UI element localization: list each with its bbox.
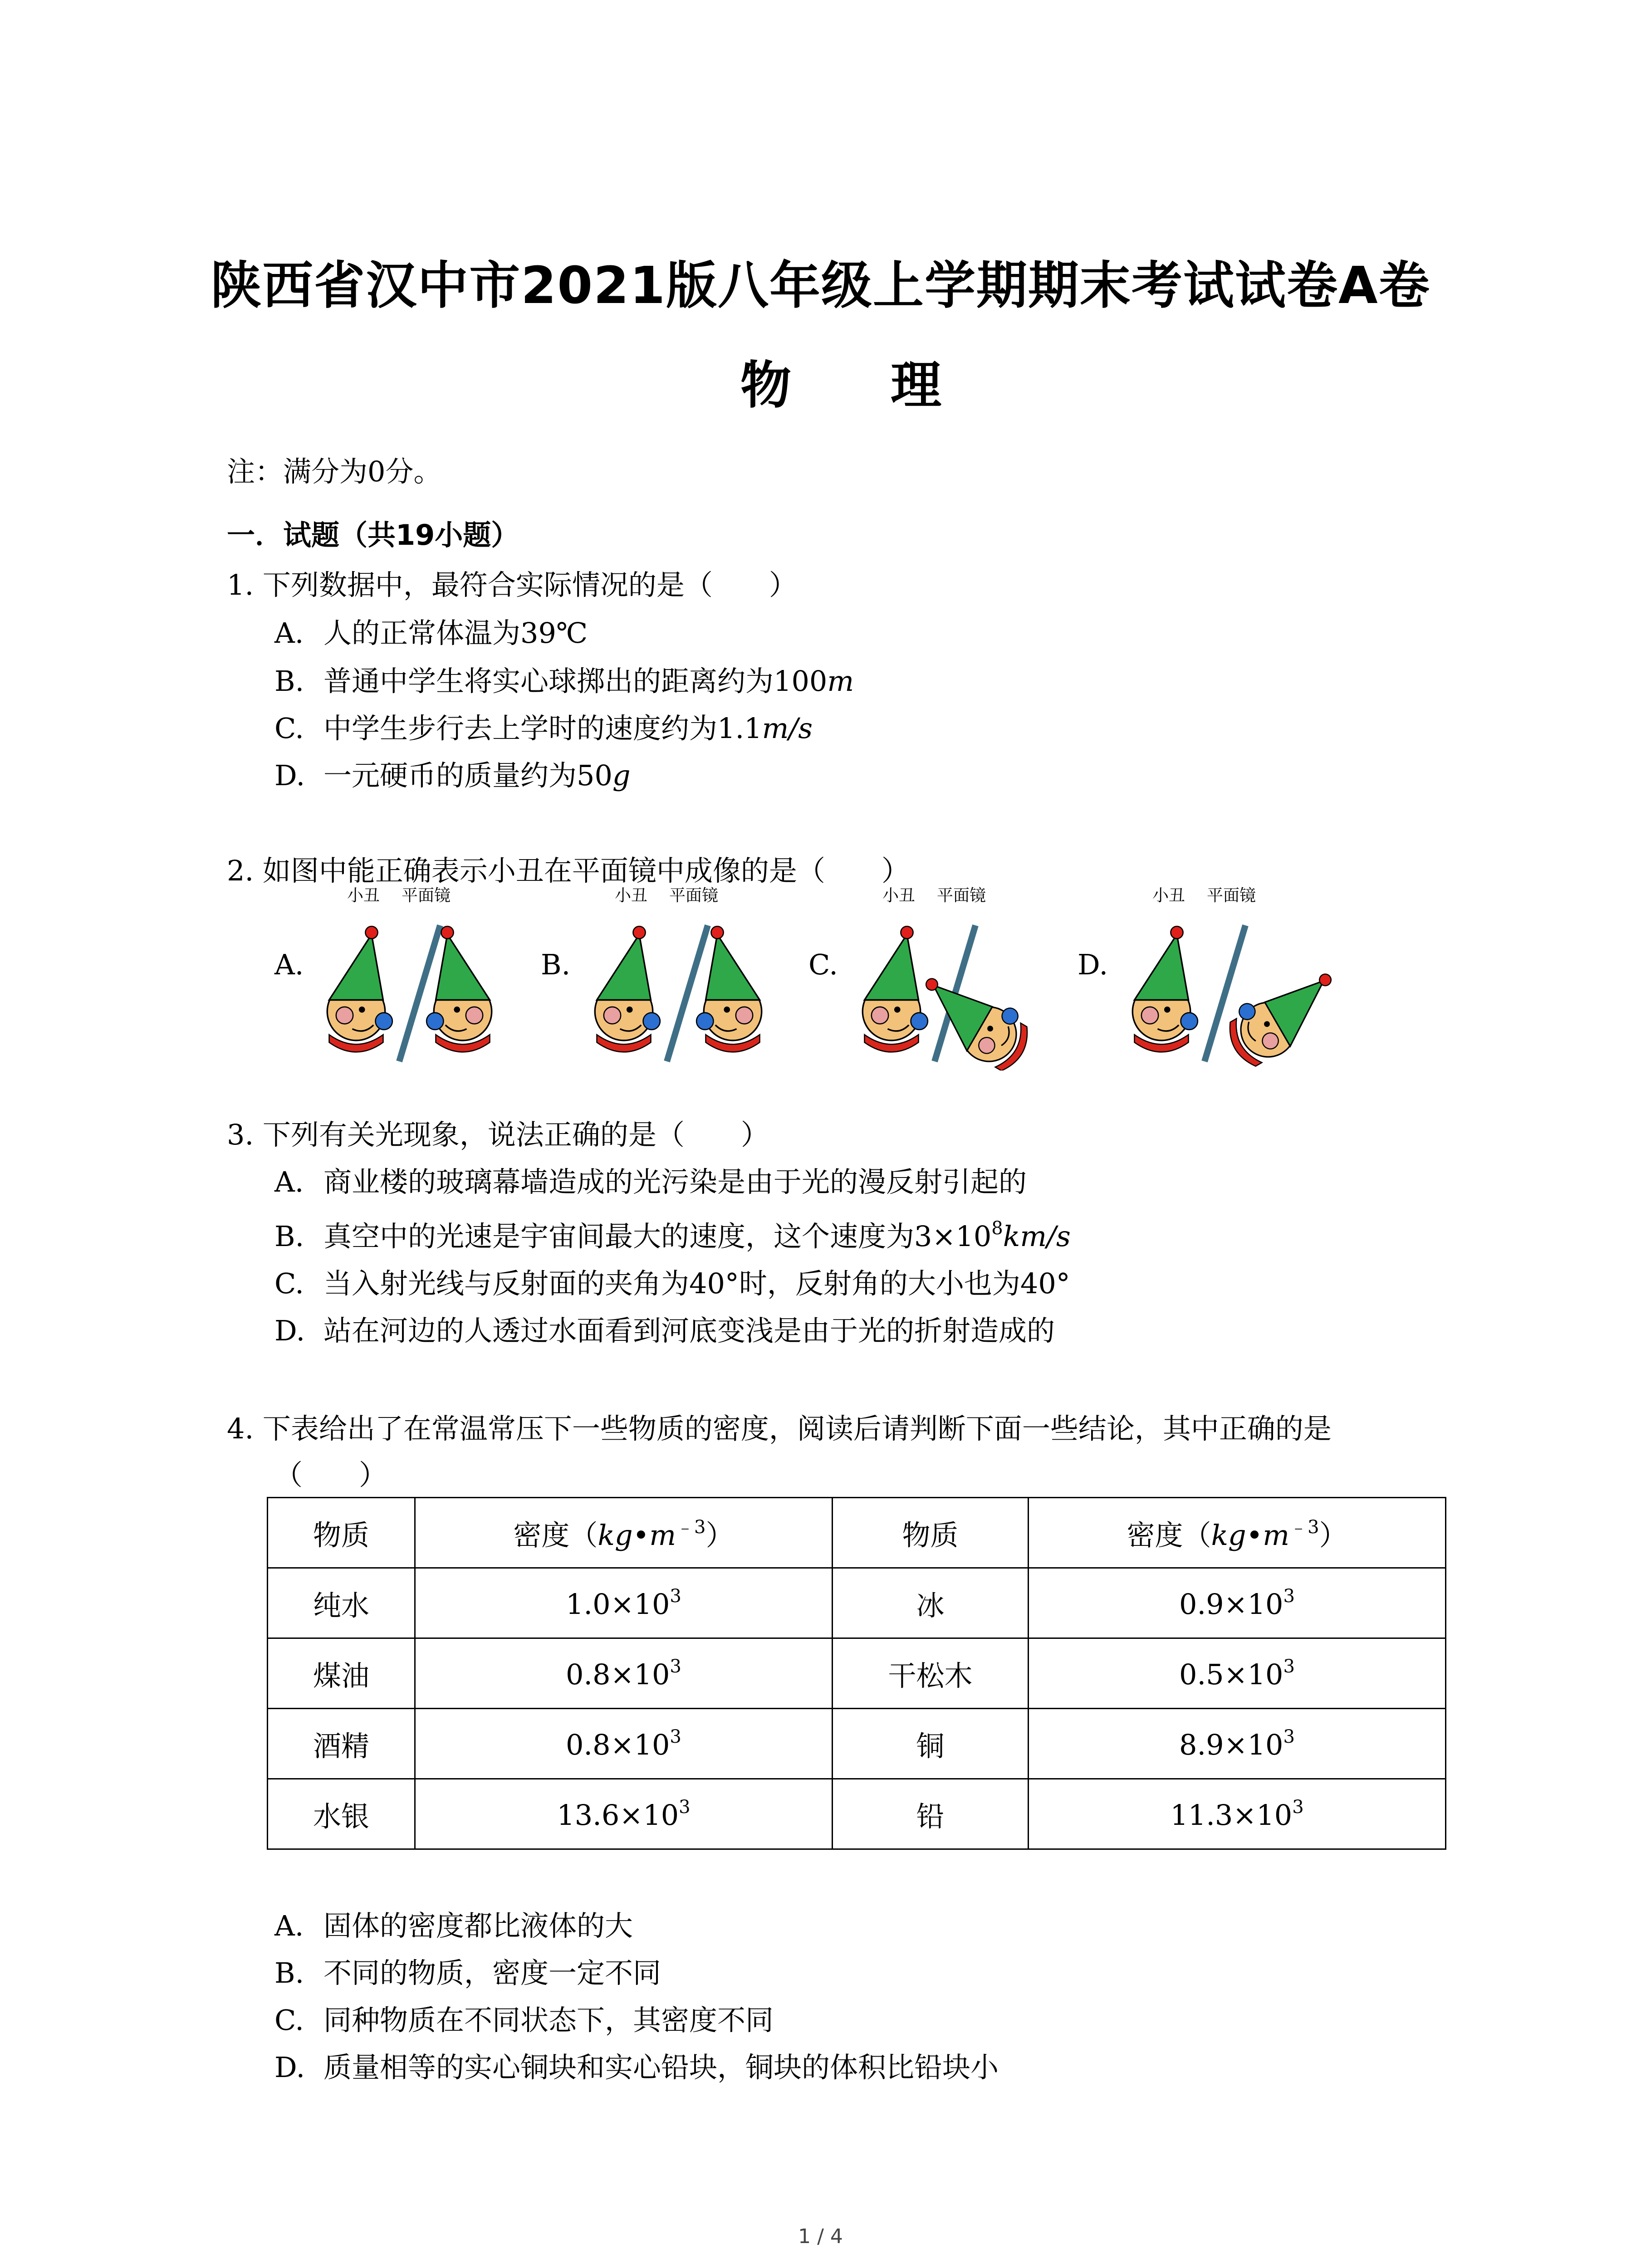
- option-text: 中学生步行去上学时的速度约为1.1: [323, 712, 762, 745]
- density-exponent: 3: [1283, 1585, 1295, 1607]
- figure-option-c[interactable]: [844, 880, 1116, 1070]
- clown-mirror-illustration: [1114, 880, 1386, 1070]
- page-title: 陕西省汉中市2021版八年级上学期期末考试试卷A卷: [211, 256, 1430, 315]
- header-density-label: 密度（: [513, 1518, 598, 1552]
- option-text: 固体的密度都比液体的大: [323, 1909, 633, 1942]
- density-exponent: 3: [670, 1726, 681, 1747]
- question-3-option-a[interactable]: [274, 1159, 1027, 1200]
- figure-option-a-label[interactable]: A.: [274, 948, 304, 981]
- question-1-option-b[interactable]: [274, 659, 854, 699]
- density-table: [267, 1497, 1446, 1850]
- question-4-option-c[interactable]: [274, 1998, 774, 2038]
- substance-cell: 煤油: [268, 1638, 415, 1709]
- option-letter: A.: [274, 1165, 304, 1198]
- option-text: 当入射光线与反射面的夹角为40°时，反射角的大小也为40°: [323, 1267, 1070, 1300]
- question-1-option-d[interactable]: [274, 753, 631, 793]
- option-letter: A.: [274, 1909, 304, 1942]
- figure-option-d[interactable]: [1114, 880, 1386, 1070]
- question-4-option-d[interactable]: [274, 2045, 999, 2085]
- question-4-option-b[interactable]: [274, 1950, 661, 1991]
- substance-cell: 铅: [832, 1779, 1028, 1849]
- density-cell: [415, 1779, 832, 1849]
- clown-caption: 小丑: [882, 886, 916, 905]
- option-text: 一元硬币的质量约为50: [323, 759, 612, 792]
- question-4-option-a[interactable]: [274, 1903, 633, 1944]
- density-value: 0.5×10: [1179, 1657, 1283, 1691]
- clown-caption: 小丑: [615, 886, 648, 905]
- header-density: [1028, 1498, 1445, 1568]
- figure-option-b-label[interactable]: B.: [541, 948, 571, 981]
- page-number: 1 / 4: [798, 2225, 843, 2248]
- density-exponent: 3: [670, 1585, 681, 1607]
- density-cell: [415, 1568, 832, 1638]
- density-value: 0.9×10: [1179, 1587, 1283, 1621]
- clown-caption: 小丑: [347, 886, 380, 905]
- density-cell: [1028, 1568, 1445, 1638]
- header-density-unit: kg•m: [1211, 1518, 1290, 1552]
- option-exponent: 8: [991, 1218, 1003, 1239]
- option-letter: D.: [274, 759, 305, 792]
- option-letter: C.: [274, 2004, 304, 2037]
- density-value: 0.8×10: [565, 1728, 670, 1761]
- option-text: 真空中的光速是宇宙间最大的速度，这个速度为3×10: [323, 1220, 992, 1253]
- question-1-stem: 1. 下列数据中，最符合实际情况的是（ ）: [227, 568, 797, 601]
- option-text: 商业楼的玻璃幕墙造成的光污染是由于光的漫反射引起的: [323, 1165, 1027, 1198]
- density-cell: [1028, 1638, 1445, 1709]
- substance-cell: 铜: [832, 1709, 1028, 1779]
- density-cell: [415, 1709, 832, 1779]
- question-3-stem: 3. 下列有关光现象，说法正确的是（ ）: [227, 1118, 769, 1151]
- table-header-row: [268, 1498, 1446, 1568]
- option-letter: C.: [274, 712, 304, 745]
- score-note: 注：满分为0分。: [227, 455, 442, 488]
- option-letter: D.: [274, 2051, 305, 2084]
- density-exponent: 3: [1292, 1796, 1304, 1818]
- option-text: 同种物质在不同状态下，其密度不同: [323, 2004, 774, 2037]
- question-4-stem-bracket: （ ）: [274, 1458, 387, 1491]
- clown-mirror-illustration: [309, 880, 581, 1070]
- question-1-option-c[interactable]: [274, 706, 813, 746]
- density-value: 8.9×10: [1179, 1728, 1283, 1761]
- header-density-unit: kg•m: [598, 1518, 676, 1552]
- option-unit: m/s: [762, 712, 813, 745]
- question-3-option-d[interactable]: [274, 1308, 1055, 1349]
- header-density-exp: ﹣3: [676, 1516, 706, 1538]
- header-substance: 物质: [268, 1498, 415, 1568]
- option-unit: km/s: [1003, 1220, 1071, 1253]
- density-cell: [1028, 1779, 1445, 1849]
- header-density: [415, 1498, 832, 1568]
- option-letter: D.: [274, 1314, 305, 1347]
- clown-mirror-illustration: [844, 880, 1116, 1070]
- table-row: [268, 1638, 1446, 1709]
- option-unit: g: [612, 759, 631, 792]
- option-text: 不同的物质，密度一定不同: [323, 1956, 661, 1989]
- mirror-caption: 平面镜: [402, 886, 451, 905]
- header-substance: 物质: [832, 1498, 1028, 1568]
- question-4-stem: 4. 下表给出了在常温常压下一些物质的密度，阅读后请判断下面一些结论，其中正确的是: [227, 1412, 1332, 1445]
- density-value: 0.8×10: [565, 1657, 670, 1691]
- option-letter: C.: [274, 1267, 304, 1300]
- figure-option-c-label[interactable]: C.: [808, 948, 838, 981]
- option-text: 人的正常体温为39℃: [323, 616, 588, 650]
- option-unit: m: [827, 665, 854, 698]
- question-2-stem: 2. 如图中能正确表示小丑在平面镜中成像的是（ ）: [227, 854, 910, 887]
- figure-option-b[interactable]: [576, 880, 848, 1070]
- option-text: 质量相等的实心铜块和实心铅块，铜块的体积比铅块小: [323, 2051, 999, 2084]
- substance-cell: 酒精: [268, 1709, 415, 1779]
- header-density-label: 密度（: [1127, 1518, 1211, 1552]
- header-density-close: ）: [1319, 1518, 1347, 1552]
- option-letter: A.: [274, 616, 304, 650]
- figure-option-d-label[interactable]: D.: [1078, 948, 1108, 981]
- section-heading: 一．试题（共19小题）: [227, 518, 519, 552]
- option-letter: B.: [274, 1220, 304, 1253]
- header-density-close: ）: [705, 1518, 734, 1552]
- density-value: 13.6×10: [557, 1798, 679, 1832]
- subject-title: 物 理: [740, 356, 982, 415]
- clown-mirror-illustration: [576, 880, 848, 1070]
- question-3-option-b[interactable]: [274, 1214, 1071, 1254]
- mirror-caption: 平面镜: [937, 886, 986, 905]
- option-letter: B.: [274, 665, 304, 698]
- table-row: [268, 1568, 1446, 1638]
- question-3-option-c[interactable]: [274, 1261, 1070, 1301]
- density-value: 1.0×10: [565, 1587, 670, 1621]
- substance-cell: 水银: [268, 1779, 415, 1849]
- density-value: 11.3×10: [1170, 1798, 1293, 1832]
- option-letter: B.: [274, 1956, 304, 1989]
- density-cell: [415, 1638, 832, 1709]
- table-row: [268, 1709, 1446, 1779]
- table-row: [268, 1779, 1446, 1849]
- option-text: 站在河边的人透过水面看到河底变浅是由于光的折射造成的: [323, 1314, 1055, 1347]
- substance-cell: 干松木: [832, 1638, 1028, 1709]
- clown-caption: 小丑: [1152, 886, 1185, 905]
- density-cell: [1028, 1709, 1445, 1779]
- density-exponent: 3: [1283, 1656, 1295, 1677]
- question-1-option-a[interactable]: [274, 611, 588, 651]
- option-text: 普通中学生将实心球掷出的距离约为100: [323, 665, 828, 698]
- substance-cell: 纯水: [268, 1568, 415, 1638]
- figure-option-a[interactable]: [309, 880, 581, 1070]
- density-exponent: 3: [679, 1796, 691, 1818]
- mirror-caption: 平面镜: [1207, 886, 1256, 905]
- density-exponent: 3: [1283, 1726, 1295, 1747]
- substance-cell: 冰: [832, 1568, 1028, 1638]
- mirror-caption: 平面镜: [669, 886, 719, 905]
- density-exponent: 3: [670, 1656, 681, 1677]
- header-density-exp: ﹣3: [1289, 1516, 1319, 1538]
